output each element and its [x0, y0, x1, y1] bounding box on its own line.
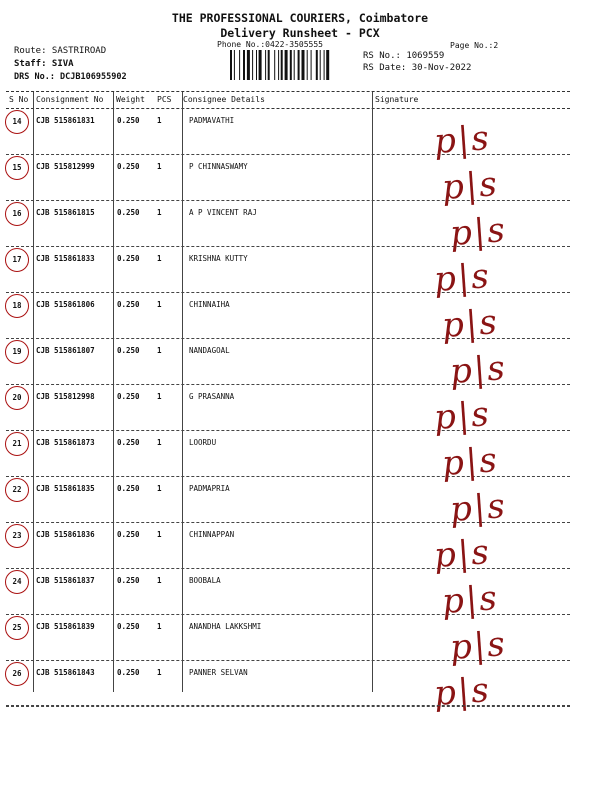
- pcs-value: 1: [157, 668, 162, 677]
- handwritten-signature: p|s: [440, 578, 500, 622]
- col-consignee: Consignee Details: [183, 95, 265, 104]
- weight-value: 0.250: [117, 254, 140, 263]
- consignment-number: CJB 515861837: [36, 576, 95, 585]
- consignee-name: CHINNAIHA: [189, 300, 230, 309]
- weight-value: 0.250: [117, 300, 140, 309]
- pcs-value: 1: [157, 346, 162, 355]
- weight-value: 0.250: [117, 346, 140, 355]
- weight-value: 0.250: [117, 484, 140, 493]
- pcs-value: 1: [157, 116, 162, 125]
- weight-value: 0.250: [117, 162, 140, 171]
- handwritten-signature: p|s: [432, 118, 492, 162]
- weight-value: 0.250: [117, 576, 140, 585]
- handwritten-signature: p|s: [440, 302, 500, 346]
- weight-value: 0.250: [117, 116, 140, 125]
- consignee-name: ANANDHA LAKKSHMI: [189, 622, 262, 631]
- consignment-number: CJB 515861843: [36, 668, 95, 677]
- handwritten-signature: p|s: [448, 486, 508, 530]
- serial-number: 21: [5, 432, 29, 456]
- pcs-value: 1: [157, 484, 162, 493]
- consignment-number: CJB 515861806: [36, 300, 95, 309]
- signature-column: [420, 110, 590, 730]
- consignee-name: LOORDU: [189, 438, 217, 447]
- handwritten-signature: p|s: [448, 348, 508, 392]
- weight-value: 0.250: [117, 438, 140, 447]
- col-consignment: Consignment No: [36, 95, 104, 104]
- rs-date: RS Date: 30-Nov-2022: [363, 63, 472, 73]
- weight-value: 0.250: [117, 208, 140, 217]
- consignment-number: CJB 515861836: [36, 530, 95, 539]
- table-end-rule: [6, 705, 570, 706]
- col-signature: Signature: [375, 95, 419, 104]
- drs-number: DRS No.: DCJB106955902: [14, 72, 127, 82]
- weight-value: 0.250: [117, 392, 140, 401]
- pcs-value: 1: [157, 576, 162, 585]
- pcs-value: 1: [157, 438, 162, 447]
- consignment-number: CJB 515861835: [36, 484, 95, 493]
- weight-value: 0.250: [117, 530, 140, 539]
- consignment-number: CJB 515861839: [36, 622, 95, 631]
- page-number: Page No.:2: [450, 41, 499, 50]
- serial-number: 14: [5, 110, 29, 134]
- pcs-value: 1: [157, 530, 162, 539]
- handwritten-signature: p|s: [448, 624, 508, 668]
- consignee-name: PANNER SELVAN: [189, 668, 248, 677]
- pcs-value: 1: [157, 254, 162, 263]
- consignment-number: CJB 515812999: [36, 162, 95, 171]
- consignee-name: PADMAPRIA: [189, 484, 230, 493]
- consignee-name: P CHINNASWAMY: [189, 162, 248, 171]
- serial-number: 23: [5, 524, 29, 548]
- phone-number: Phone No.:0422-3505555: [217, 40, 323, 49]
- handwritten-signature: p|s: [440, 164, 500, 208]
- company-title: THE PROFESSIONAL COURIERS, Coimbatore: [171, 11, 429, 25]
- pcs-value: 1: [157, 392, 162, 401]
- pcs-value: 1: [157, 300, 162, 309]
- col-pcs: PCS: [157, 95, 172, 104]
- consignee-name: A P VINCENT RAJ: [189, 208, 257, 217]
- handwritten-signature: p|s: [448, 210, 508, 254]
- consignment-number: CJB 515861815: [36, 208, 95, 217]
- serial-number: 24: [5, 570, 29, 594]
- serial-number: 19: [5, 340, 29, 364]
- consignment-number: CJB 515861873: [36, 438, 95, 447]
- handwritten-signature: p|s: [432, 256, 492, 300]
- serial-number: 22: [5, 478, 29, 502]
- col-weight: Weight: [116, 95, 145, 104]
- serial-number: 18: [5, 294, 29, 318]
- handwritten-signature: p|s: [432, 532, 492, 576]
- staff-label: Staff: SIVA: [14, 59, 74, 69]
- pcs-value: 1: [157, 208, 162, 217]
- handwritten-signature: p|s: [432, 670, 492, 714]
- consignment-number: CJB 515861833: [36, 254, 95, 263]
- serial-number: 20: [5, 386, 29, 410]
- consignee-name: G PRASANNA: [189, 392, 235, 401]
- consignee-name: CHINNAPPAN: [189, 530, 235, 539]
- consignment-number: CJB 515812998: [36, 392, 95, 401]
- serial-number: 16: [5, 202, 29, 226]
- consignee-name: PADMAVATHI: [189, 116, 235, 125]
- serial-number: 25: [5, 616, 29, 640]
- serial-number: 17: [5, 248, 29, 272]
- pcs-value: 1: [157, 162, 162, 171]
- serial-number: 15: [5, 156, 29, 180]
- consignment-number: CJB 515861831: [36, 116, 95, 125]
- route-label: Route: SASTRIROAD: [14, 46, 107, 56]
- consignee-name: BOOBALA: [189, 576, 221, 585]
- consignee-name: NANDAGOAL: [189, 346, 230, 355]
- consignee-name: KRISHNA KUTTY: [189, 254, 248, 263]
- consignment-number: CJB 515861807: [36, 346, 95, 355]
- handwritten-signature: p|s: [432, 394, 492, 438]
- rs-number: RS No.: 1069559: [363, 51, 445, 61]
- serial-number: 26: [5, 662, 29, 686]
- weight-value: 0.250: [117, 668, 140, 677]
- sheet-title: Delivery Runsheet - PCX: [220, 26, 380, 40]
- weight-value: 0.250: [117, 622, 140, 631]
- handwritten-signature: p|s: [440, 440, 500, 484]
- pcs-value: 1: [157, 622, 162, 631]
- col-sno: S No: [9, 95, 29, 104]
